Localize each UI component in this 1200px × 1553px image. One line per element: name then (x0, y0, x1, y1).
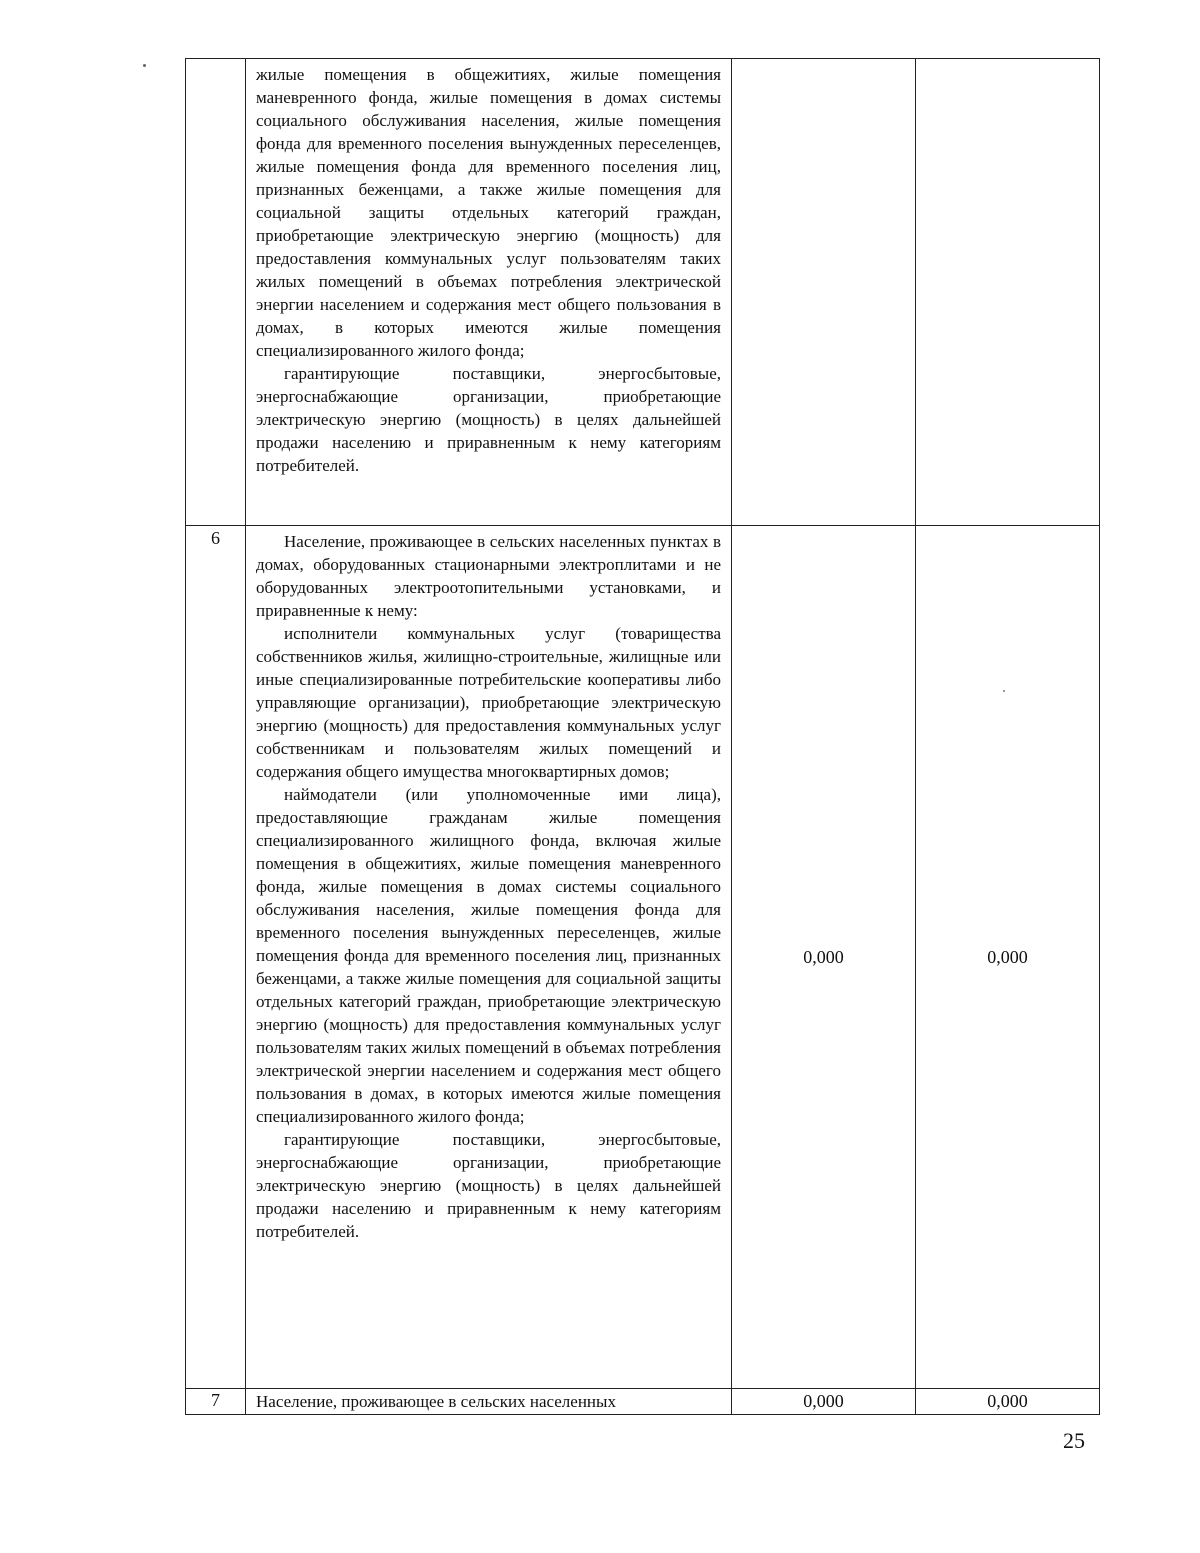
value-cell-1: 0,000 (732, 526, 916, 1389)
paragraph: Население, проживающее в сельских населенных (256, 1392, 616, 1411)
value-cell-1: 0,000 (732, 1389, 916, 1415)
paragraph: наймодатели (или уполномоченные ими лица), предоставляющие гражданам жилые помещения специализированного жилищного фонда, включая жилые помещения в общежитиях, жилые помещения маневренного фонда, жилые помещения в домах системы социального обслуживания населения, жилые помещения фонда для временного поселения вынужденных переселенцев, жилые помещения фонда для временного поселения лиц, признанных беженцами, а также жилые помещения для социальной защиты отдельных категорий граждан, приобретающие электрическую энергию (мощность) для предоставления коммунальных услуг пользователям таких жилых помещений в объемах потребления электрической энергии населением и содержания мест общего пользования в домах, в которых имеются жилые помещения специализированного жилого фонда; (256, 785, 721, 1126)
paragraph: гарантирующие поставщики, энергосбытовые, энергоснабжающие организации, приобретающие электрическую энергию (мощность) в целях дальнейшей продажи населению и приравненным к нему категориям потребителей. (256, 364, 721, 475)
row-number-cell: 7 (186, 1389, 246, 1415)
paragraph: жилые помещения в общежитиях, жилые помещения маневренного фонда, жилые помещения в домах системы социального обслуживания населения, жилые помещения фонда для временного поселения вынужденных переселенцев, жилые помещения фонда для временного поселения лиц, признанных беженцами, а также жилые помещения для социальной защиты отдельных категорий граждан, приобретающие электрическую энергию (мощность) для предоставления коммунальных услуг пользователям таких жилых помещений в объемах потребления электрической энергии населением и содержания мест общего пользования в домах, в которых имеются жилые помещения специализированного жилого фонда; (256, 65, 721, 360)
paragraph: Население, проживающее в сельских населенных пунктах в домах, оборудованных стационарными электроплитами и не оборудованных электроотопительными установками, и приравненные к нему: (256, 532, 721, 620)
description-cell (246, 59, 732, 526)
table-row (186, 1389, 1100, 1415)
value-cell-1 (732, 59, 916, 526)
row-number-cell (186, 59, 246, 526)
paragraph: гарантирующие поставщики, энергосбытовые, энергоснабжающие организации, приобретающие электрическую энергию (мощность) в целях дальнейшей продажи населению и приравненным к нему категориям потребителей. (256, 1130, 721, 1241)
tariff-table (185, 58, 1100, 1415)
value-cell-2: 0,000 (916, 526, 1100, 1389)
paragraph: исполнители коммунальных услуг (товарищества собственников жилья, жилищно-строительные, жилищные или иные специализированные потребительские кооперативы либо управляющие организации), приобретающие электрическую энергию (мощность) для предоставления коммунальных услуг собственникам и пользователям жилых помещений и содержания общего имущества многоквартирных домов; (256, 624, 721, 781)
value-cell-2: 0,000 (916, 1389, 1100, 1415)
row-number-cell: 6 (186, 526, 246, 1389)
value-cell-2 (916, 59, 1100, 526)
scan-speck (143, 64, 146, 67)
table-row (186, 526, 1100, 1389)
description-cell (246, 1389, 732, 1415)
table-row (186, 59, 1100, 526)
page-number: 25 (1063, 1428, 1085, 1453)
description-cell (246, 526, 732, 1389)
